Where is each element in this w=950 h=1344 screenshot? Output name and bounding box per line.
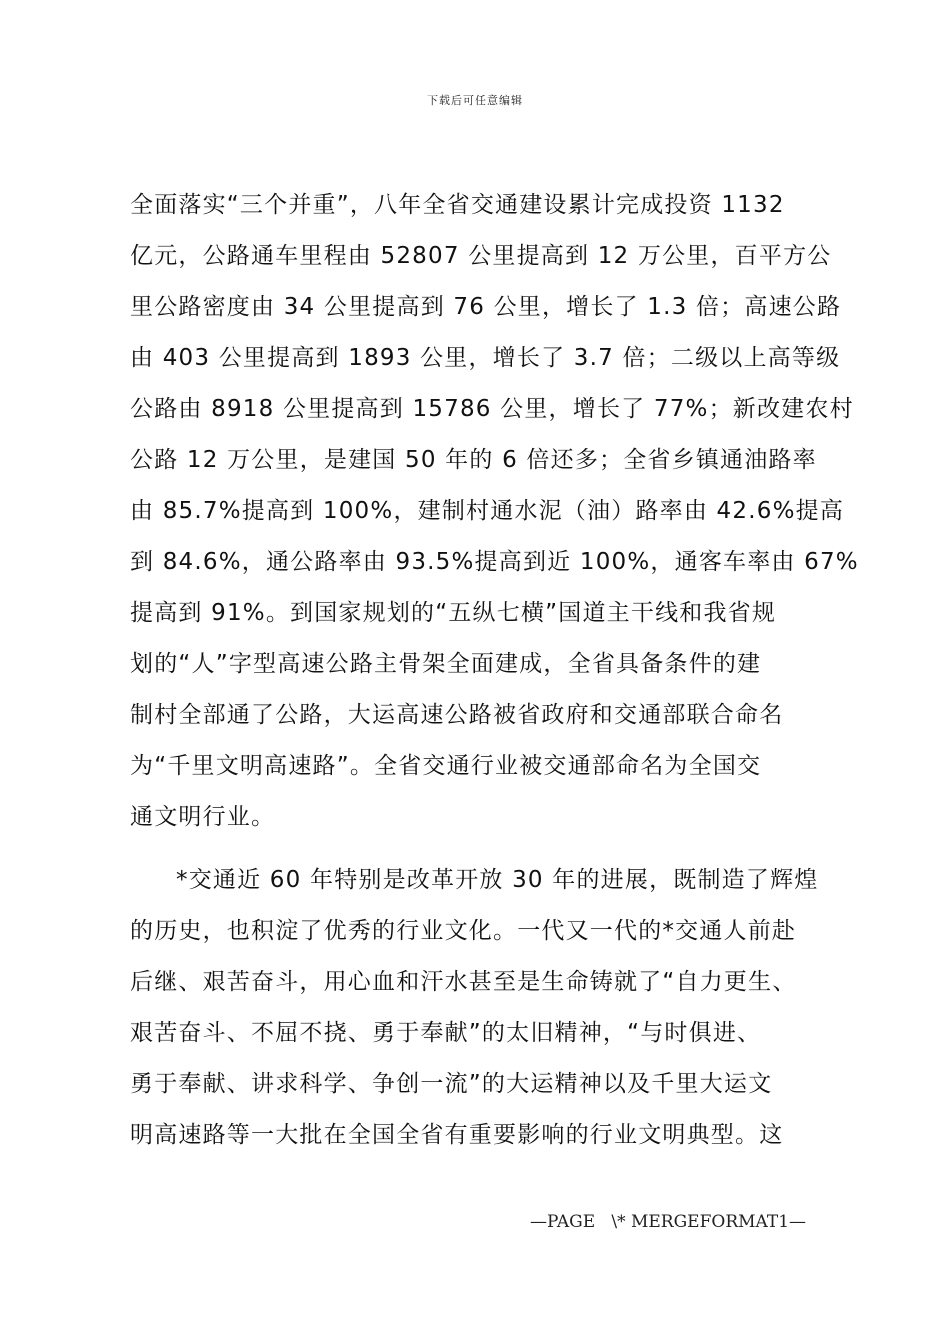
text-line: *交通近 60 年特别是改革开放 30 年的进展，既制造了辉煌 bbox=[176, 867, 819, 893]
text-line: 公路 12 万公里，是建国 50 年的 6 倍还多；全省乡镇通油路率 bbox=[130, 447, 817, 473]
text-line: 由 85.7%提高到 100%，建制村通水泥（油）路率由 42.6%提高 bbox=[130, 498, 845, 524]
text-line: 里公路密度由 34 公里提高到 76 公里，增长了 1.3 倍；高速公路 bbox=[130, 294, 842, 320]
text-line: 明高速路等一大批在全国全省有重要影响的行业文明典型。这 bbox=[130, 1122, 784, 1148]
paragraph-1 bbox=[130, 180, 859, 843]
text-line: 制村全部通了公路，大运高速公路被省政府和交通部联合命名 bbox=[130, 702, 784, 728]
paragraph-2 bbox=[130, 855, 830, 1161]
text-line: 通文明行业。 bbox=[130, 804, 276, 830]
text-line: 划的“人”字型高速公路主骨架全面建成，全省具备条件的建 bbox=[130, 651, 762, 677]
text-line: 为“千里文明高速路”。全省交通行业被交通部命名为全国交 bbox=[130, 753, 762, 779]
text-line: 亿元，公路通车里程由 52807 公里提高到 12 万公里，百平方公 bbox=[130, 243, 832, 269]
text-line: 勇于奉献、讲求科学、争创一流”的大运精神以及千里大运文 bbox=[130, 1071, 773, 1097]
text-line: 到 84.6%，通公路率由 93.5%提高到近 100%，通客车率由 67% bbox=[130, 549, 859, 575]
text-line: 后继、艰苦奋斗，用心血和汗水甚至是生命铸就了“自力更生、 bbox=[130, 969, 797, 995]
text-line: 艰苦奋斗、不屈不挠、勇于奉献”的太旧精神，“与时俱进、 bbox=[130, 1020, 762, 1046]
text-line: 由 403 公里提高到 1893 公里，增长了 3.7 倍；二级以上高等级 bbox=[130, 345, 841, 371]
page-header: 下载后可任意编辑 bbox=[427, 94, 523, 107]
text-line: 的历史，也积淀了优秀的行业文化。一代又一代的*交通人前赴 bbox=[130, 918, 797, 944]
text-line: 公路由 8918 公里提高到 15786 公里，增长了 77%；新改建农村 bbox=[130, 396, 854, 422]
page-footer: —PAGE \* MERGEFORMAT1— bbox=[530, 1212, 807, 1232]
document-body bbox=[130, 180, 859, 1161]
text-line: 全面落实“三个并重”，八年全省交通建设累计完成投资 1132 bbox=[130, 192, 785, 218]
text-line: 提高到 91%。到国家规划的“五纵七横”国道主干线和我省规 bbox=[130, 600, 777, 626]
